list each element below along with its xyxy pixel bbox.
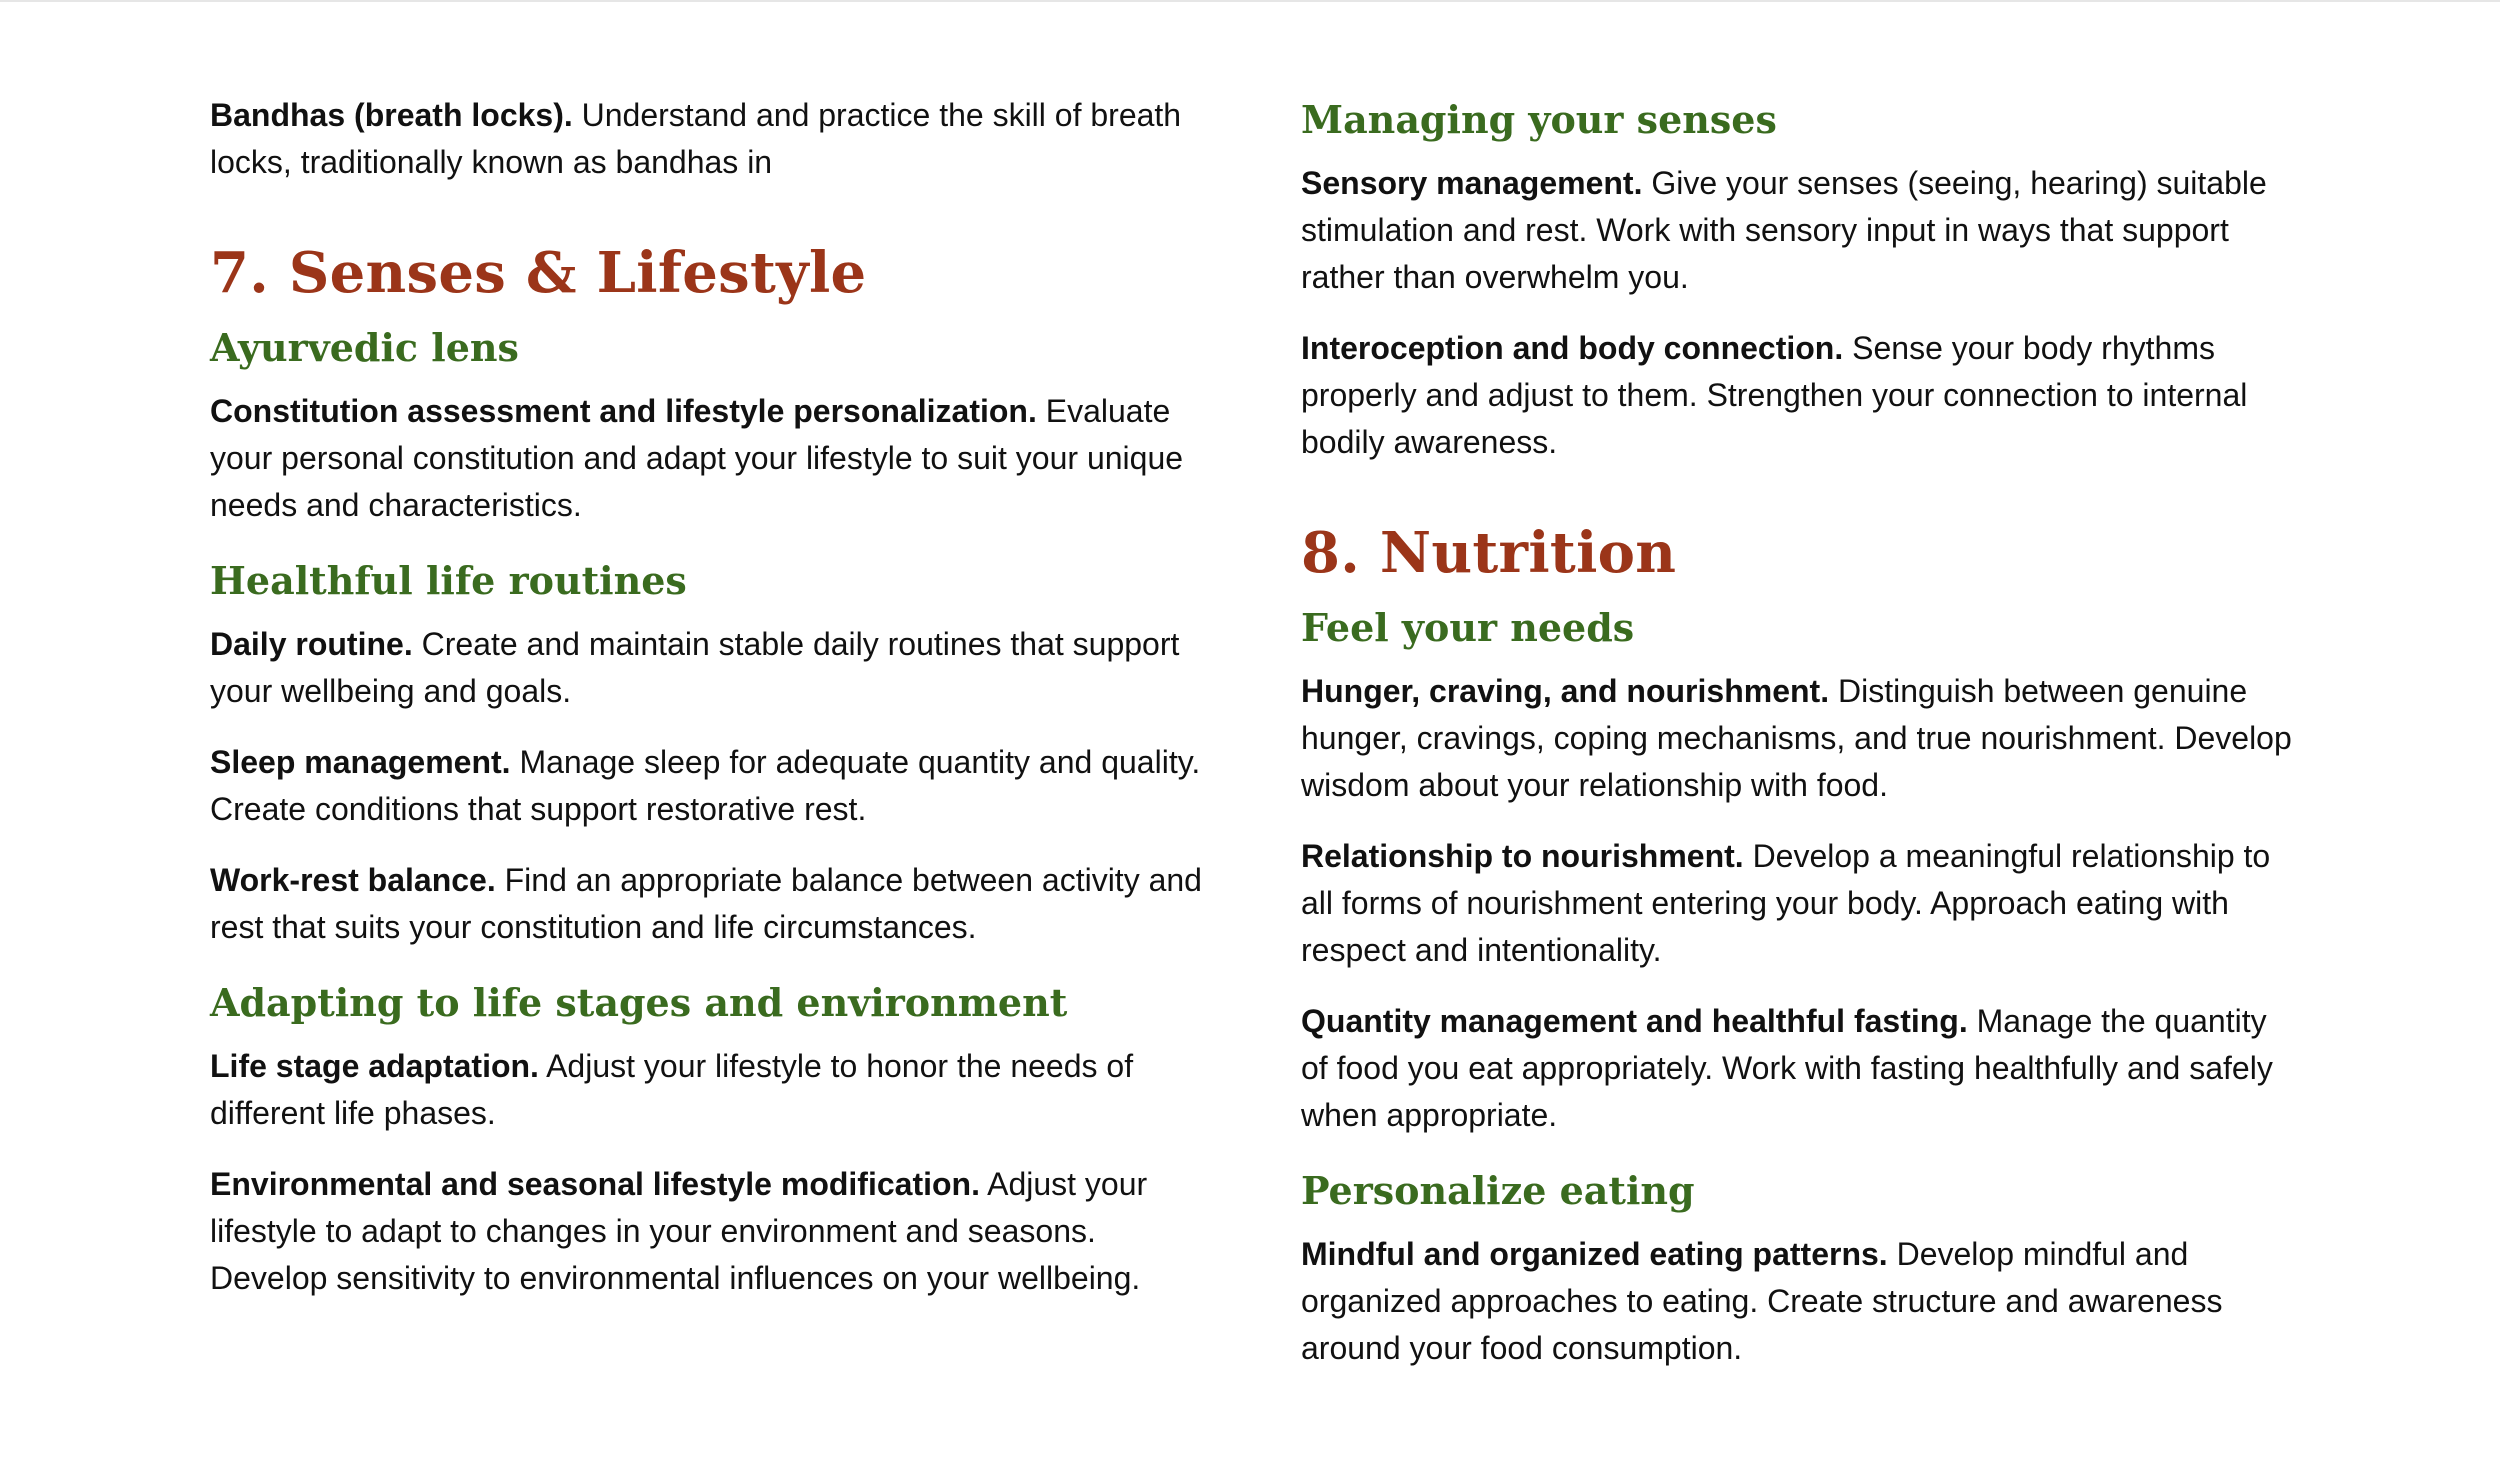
item-interoception [1301, 325, 2301, 466]
top-divider [0, 0, 2500, 2]
item-bandhas [210, 92, 1210, 186]
item-text: Sense your body rhythms properly and adjust to them. Strengthen your connection to internal bodily awareness. [1301, 330, 2248, 460]
item-term: Relationship to nourishment. [1301, 838, 1744, 874]
subheading-personalize-eating: Personalize eating [1301, 1168, 1695, 1213]
item-mindful-eating [1301, 1231, 2301, 1372]
item-text: Develop mindful and organized approaches to eating. Create structure and awareness around your food consumption. [1301, 1236, 2223, 1366]
item-term: Mindful and organized eating patterns. [1301, 1236, 1888, 1272]
item-term: Constitution assessment and lifestyle personalization. [210, 393, 1037, 429]
subheading-healthful-routines: Healthful life routines [210, 558, 687, 603]
subheading-managing-senses: Managing your senses [1301, 97, 1777, 142]
item-text: Manage the quantity of food you eat appropriately. Work with fasting healthfully and safely when appropriate. [1301, 1003, 2273, 1133]
item-sensory-management [1301, 160, 2301, 301]
item-term: Sensory management. [1301, 165, 1643, 201]
subheading-feel-needs: Feel your needs [1301, 605, 1635, 650]
item-term: Environmental and seasonal lifestyle modification. [210, 1166, 980, 1202]
item-life-stage-adaptation [210, 1043, 1210, 1137]
item-daily-routine [210, 621, 1210, 715]
item-sleep-management [210, 739, 1210, 833]
item-term: Work-rest balance. [210, 862, 496, 898]
subheading-ayurvedic-lens: Ayurvedic lens [210, 325, 519, 370]
item-text: Develop a meaningful relationship to all forms of nourishment entering your body. Approach eating with respect and intentionality. [1301, 838, 2271, 968]
item-text: Evaluate your personal constitution and adapt your lifestyle to suit your unique needs and characteristics. [210, 393, 1184, 523]
item-term: Interoception and body connection. [1301, 330, 1844, 366]
left-column [210, 92, 1210, 1326]
item-text: Give your senses (seeing, hearing) suitable stimulation and rest. Work with sensory input in ways that support rather than overwhelm you. [1301, 165, 2267, 295]
item-text: Distinguish between genuine hunger, cravings, coping mechanisms, and true nourishment. Develop wisdom about your relationship with food. [1301, 673, 2292, 803]
item-term: Bandhas (breath locks). [210, 97, 573, 133]
item-constitution [210, 388, 1210, 529]
item-relationship-nourishment [1301, 833, 2301, 974]
item-term: Sleep management. [210, 744, 511, 780]
item-text: Adjust your lifestyle to adapt to changes in your environment and seasons. Develop sensitivity to environmental influences on your wellbeing. [210, 1166, 1148, 1296]
item-work-rest-balance [210, 857, 1210, 951]
item-term: Quantity management and healthful fasting. [1301, 1003, 1968, 1039]
item-quantity-fasting [1301, 998, 2301, 1139]
item-term: Daily routine. [210, 626, 413, 662]
subheading-life-stages: Adapting to life stages and environment [210, 980, 1068, 1025]
item-text: Create and maintain stable daily routines that support your wellbeing and goals. [210, 626, 1180, 709]
right-column [1301, 92, 2301, 1396]
item-text: Find an appropriate balance between activity and rest that suits your constitution and life circumstances. [210, 862, 1202, 945]
section-title-nutrition: 8. Nutrition [1301, 520, 1677, 586]
item-term: Life stage adaptation. [210, 1048, 539, 1084]
item-text: Manage sleep for adequate quantity and quality. Create conditions that support restorative rest. [210, 744, 1201, 827]
item-environmental-seasonal [210, 1161, 1210, 1302]
item-text: Adjust your lifestyle to honor the needs of different life phases. [210, 1048, 1134, 1131]
item-term: Hunger, craving, and nourishment. [1301, 673, 1830, 709]
item-hunger-craving [1301, 668, 2301, 809]
item-text: Understand and practice the skill of breath locks, traditionally known as bandhas in [210, 97, 1182, 180]
section-title-senses-lifestyle: 7. Senses & Lifestyle [210, 240, 867, 306]
